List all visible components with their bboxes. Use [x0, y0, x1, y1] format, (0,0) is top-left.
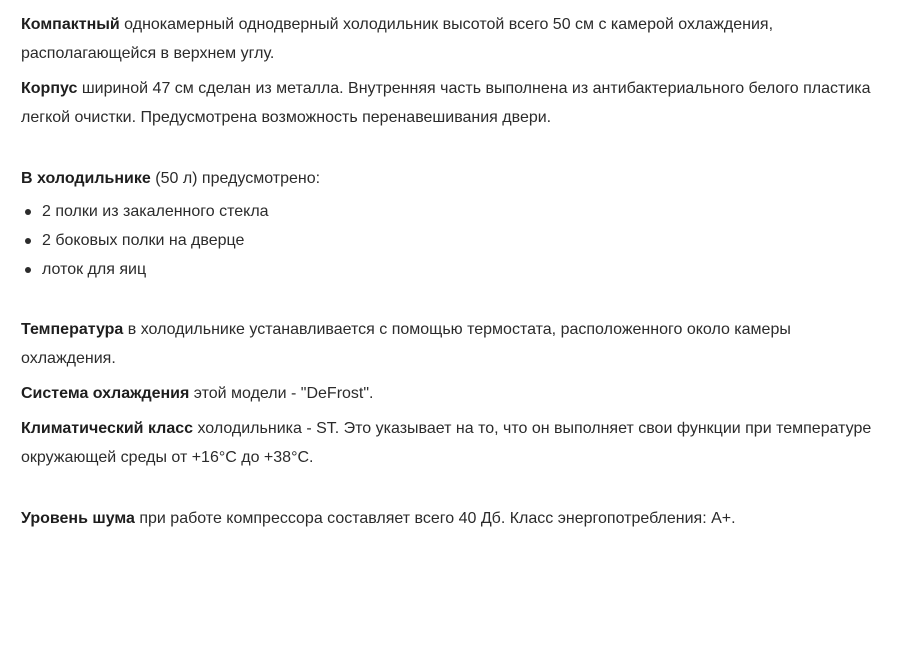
- list-item-text: 2 боковых полки на дверце: [42, 232, 245, 249]
- list-item: [21, 226, 881, 255]
- list-item: [21, 255, 881, 284]
- paragraph-bold-term: Компактный: [21, 16, 120, 33]
- paragraph-bold-term: Климатический класс: [21, 420, 194, 437]
- paragraph-fridge-contents: [21, 164, 881, 193]
- list-item: [21, 197, 881, 226]
- bullet-icon: [25, 238, 31, 244]
- paragraph-text: этой модели - "DeFrost".: [189, 385, 374, 402]
- paragraph-text: в холодильнике устанавливается с помощью термостата, расположенного около камеры охлаждения.: [21, 321, 791, 367]
- paragraph-text: холодильника - ST. Это указывает на то, что он выполняет свои функции при температуре окружающей среды от +16°С до +38°С.: [21, 420, 872, 466]
- paragraph-climate-class: [21, 414, 881, 472]
- bullet-icon: [25, 209, 31, 215]
- paragraph-compact: [21, 10, 881, 68]
- paragraph-bold-term: В холодильнике: [21, 170, 151, 187]
- paragraph-bold-term: Температура: [21, 321, 124, 338]
- paragraph-text: при работе компрессора составляет всего 40 Дб. Класс энергопотребления: А+.: [134, 510, 736, 527]
- paragraph-cooling-system: [21, 379, 881, 408]
- paragraph-bold-term: Корпус: [21, 80, 78, 97]
- list-item-text: лоток для яиц: [42, 261, 147, 278]
- features-list: [21, 197, 881, 284]
- list-item-text: 2 полки из закаленного стекла: [42, 203, 269, 220]
- paragraph-noise-level: [21, 504, 881, 533]
- bullet-icon: [25, 267, 31, 273]
- paragraph-bold-term: Уровень шума: [21, 510, 135, 527]
- paragraph-text: (50 л) предусмотрено:: [150, 170, 321, 187]
- paragraph-body: [21, 74, 881, 132]
- paragraph-bold-term: Система охлаждения: [21, 385, 190, 402]
- paragraph-text: шириной 47 см сделан из металла. Внутренняя часть выполнена из антибактериального белого пластика легкой очистки. Предусмотрена возможность перенавешивания двери.: [21, 80, 871, 126]
- paragraph-text: однокамерный однодверный холодильник высотой всего 50 см с камерой охлаждения, располагающейся в верхнем углу.: [21, 16, 774, 62]
- paragraph-temperature: [21, 315, 881, 373]
